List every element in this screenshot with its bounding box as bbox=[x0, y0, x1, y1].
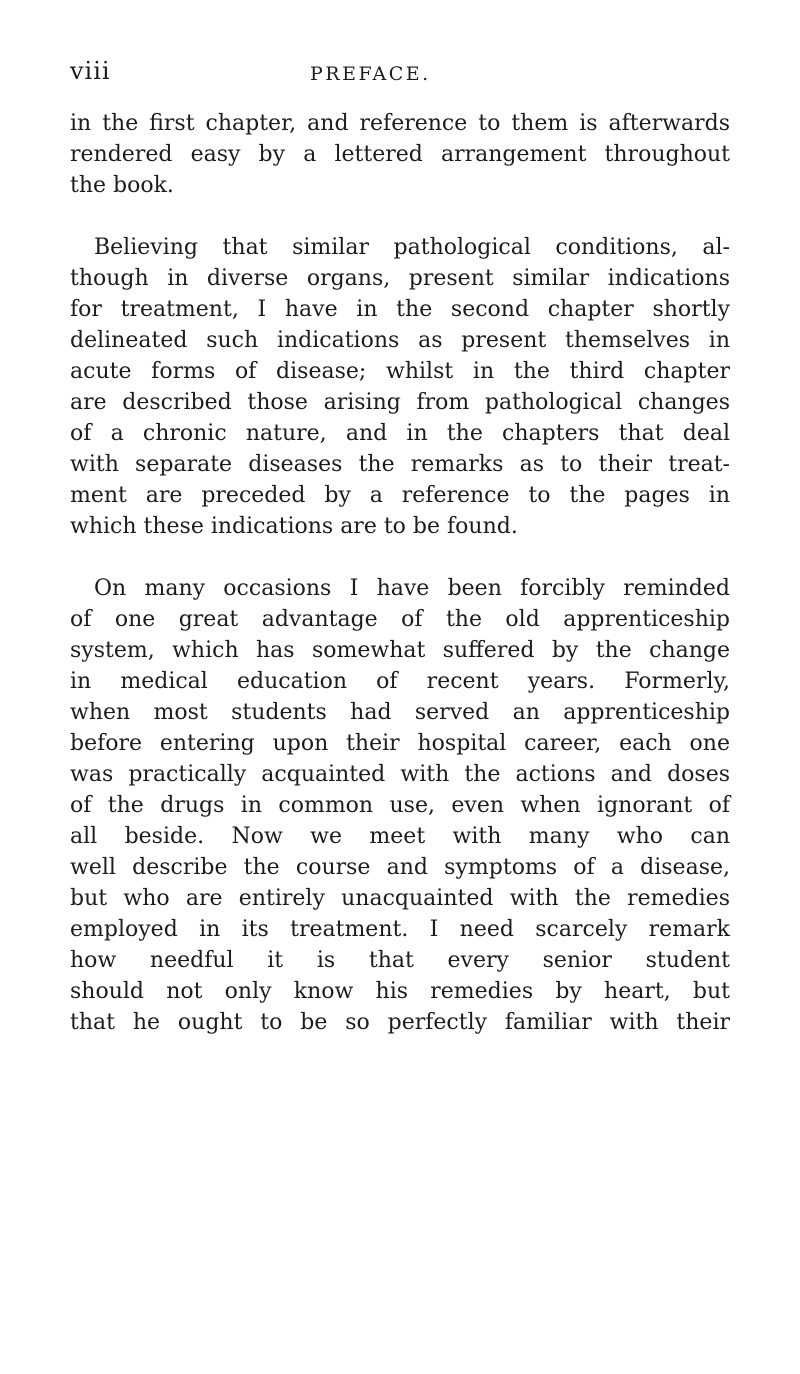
text-line: in medical education of recent years. Formerly, bbox=[70, 669, 730, 694]
page-number: viii bbox=[70, 57, 111, 85]
paragraph-1 bbox=[70, 108, 730, 201]
text-line: with separate diseases the remarks as to their treat- bbox=[70, 452, 730, 477]
text-line: delineated such indications as present themselves in bbox=[70, 328, 730, 353]
text-line: before entering upon their hospital career, each one bbox=[70, 731, 730, 756]
text-line: well describe the course and symptoms of a disease, bbox=[70, 855, 730, 880]
text-line: of one great advantage of the old apprenticeship bbox=[70, 607, 730, 632]
text-line: rendered easy by a lettered arrangement throughout bbox=[70, 142, 730, 167]
text-line: Believing that similar pathological conditions, al- bbox=[94, 235, 730, 260]
text-line: should not only know his remedies by heart, but bbox=[70, 979, 730, 1004]
text-line: which these indications are to be found. bbox=[70, 514, 518, 539]
text-line: of the drugs in common use, even when ignorant of bbox=[70, 793, 730, 818]
text-line: that he ought to be so perfectly familiar with their bbox=[70, 1010, 730, 1035]
text-line: but who are entirely unacquainted with the remedies bbox=[70, 886, 730, 911]
page-body bbox=[70, 108, 730, 1038]
paragraph-2 bbox=[70, 232, 730, 542]
text-line: when most students had served an apprenticeship bbox=[70, 700, 730, 725]
text-line: in the first chapter, and reference to them is afterwards bbox=[70, 111, 730, 136]
text-line: all beside. Now we meet with many who can bbox=[70, 824, 730, 849]
text-line: system, which has somewhat suffered by the change bbox=[70, 638, 730, 663]
text-line: employed in its treatment. I need scarcely remark bbox=[70, 917, 730, 942]
text-line: On many occasions I have been forcibly reminded bbox=[94, 576, 730, 601]
text-line: how needful it is that every senior student bbox=[70, 948, 730, 973]
text-line: of a chronic nature, and in the chapters that deal bbox=[70, 421, 730, 446]
paragraph-3 bbox=[70, 573, 730, 1038]
running-title: PREFACE. bbox=[310, 63, 431, 85]
page-header bbox=[70, 57, 720, 97]
text-line: though in diverse organs, present similar indications bbox=[70, 266, 730, 291]
text-line: ment are preceded by a reference to the pages in bbox=[70, 483, 730, 508]
text-line: are described those arising from pathological changes bbox=[70, 390, 730, 415]
text-line: the book. bbox=[70, 173, 174, 198]
text-line: for treatment, I have in the second chapter shortly bbox=[70, 297, 730, 322]
text-line: was practically acquainted with the actions and doses bbox=[70, 762, 730, 787]
text-line: acute forms of disease; whilst in the third chapter bbox=[70, 359, 730, 384]
